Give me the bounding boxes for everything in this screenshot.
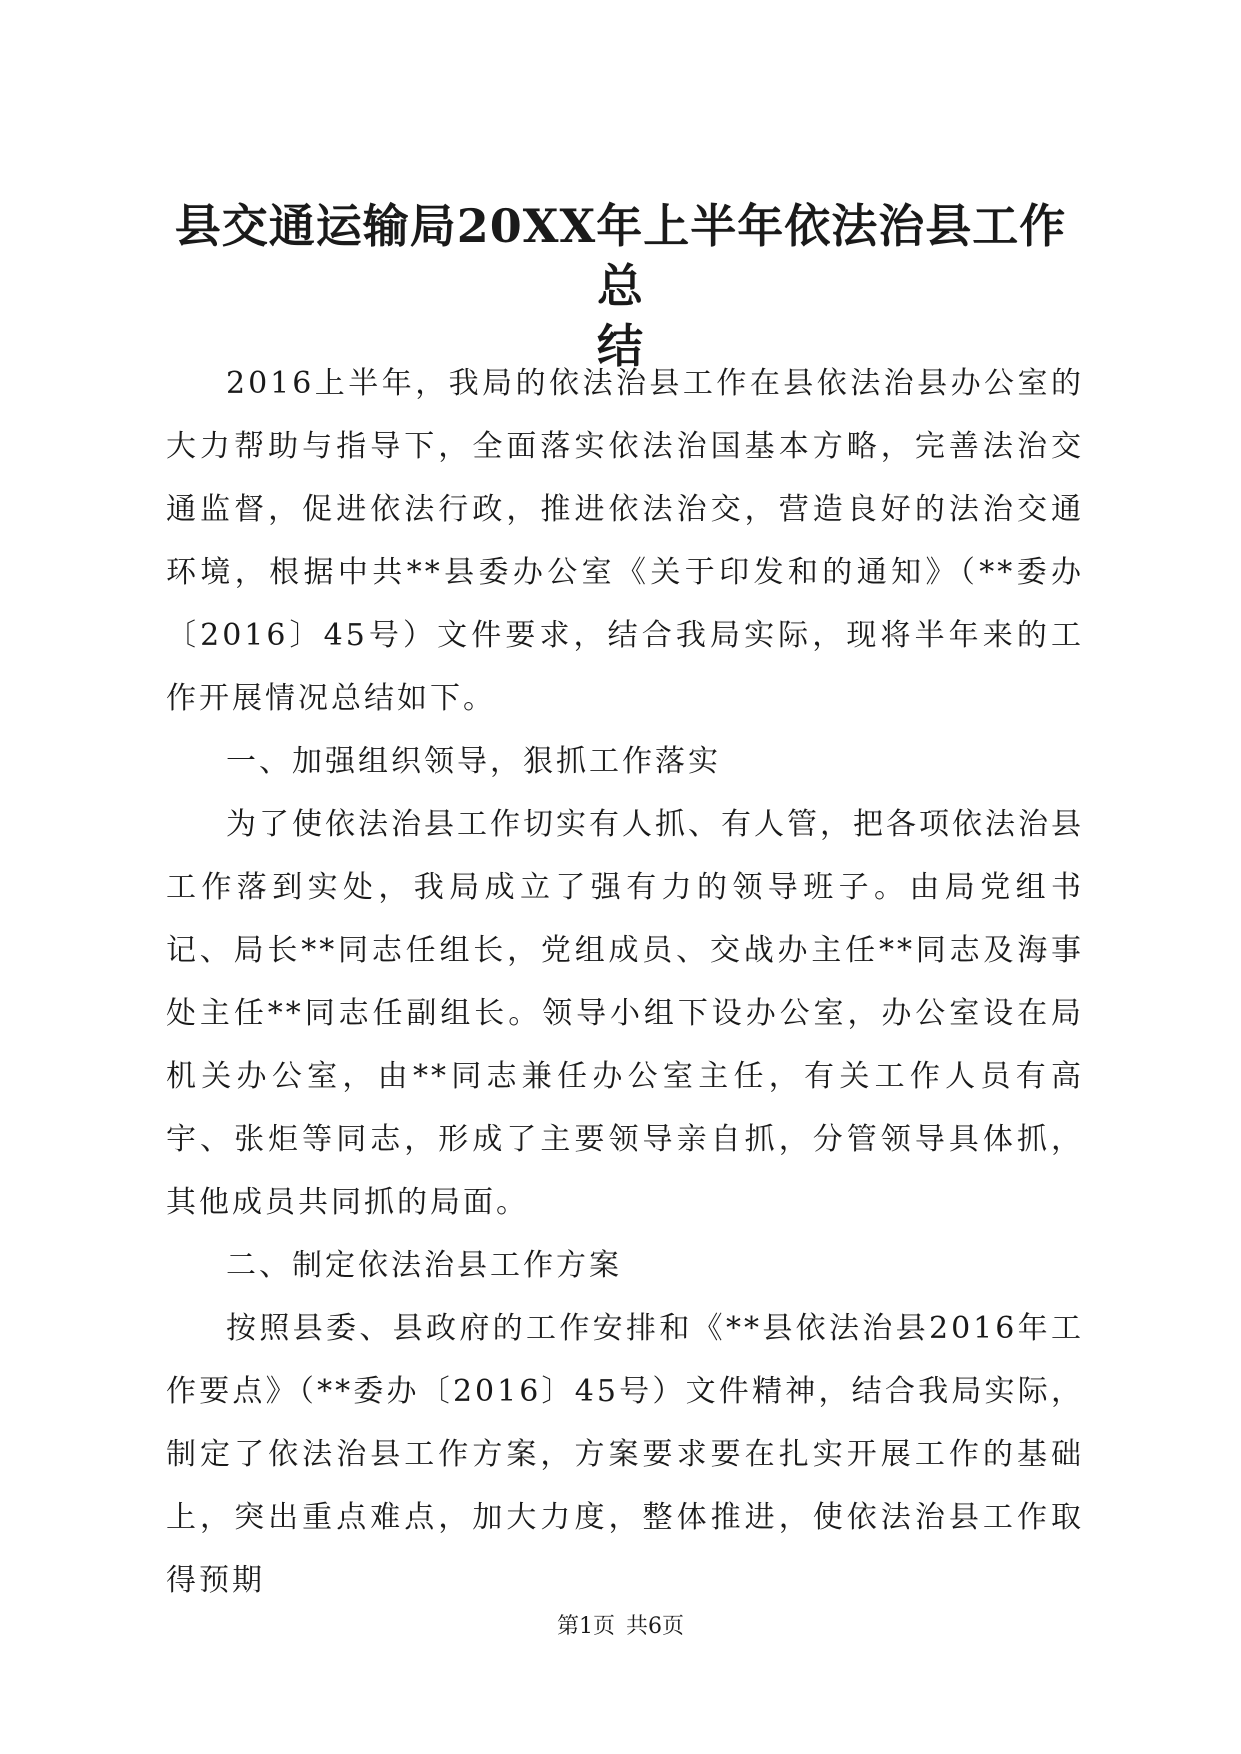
page-footer [0,1612,1241,1642]
section-heading-1: 一、加强组织领导，狠抓工作落实 [226,744,721,779]
page-number: 第1页 [557,1614,615,1639]
section-2-paragraph: 按照县委、县政府的工作安排和《**县依法治县2016年工作要点》（**委办〔2016〕45号）文件精神，结合我局实际，制定了依法治县工作方案，方案要求要在扎实开展工作的基础上，突出重点难点，加大力度，整体推进，使依法治县工作取得预期 [166,1311,1084,1598]
section-1-paragraph: 为了使依法治县工作切实有人抓、有人管，把各项依法治县工作落到实处，我局成立了强有力的领导班子。由局党组书记、局长**同志任组长，党组成员、交战办主任**同志及海事处主任**同志任副组长。领导小组下设办公室，办公室设在局机关办公室，由**同志兼任办公室主任，有关工作人员有高宇、张炬等同志，形成了主要领导亲自抓，分管领导具体抓，其他成员共同抓的局面。 [166,807,1084,1220]
title-line-1: 县交通运输局20XX年上半年依法治县工作总 [174,199,1067,313]
section-heading-2: 二、制定依法治县工作方案 [226,1248,622,1283]
intro-paragraph: 2016上半年，我局的依法治县工作在县依法治县办公室的大力帮助与指导下，全面落实依法治国基本方略，完善法治交通监督，促进依法行政，推进依法治交，营造良好的法治交通环境，根据中共**县委办公室《关于印发和的通知》（**委办〔2016〕45号）文件要求，结合我局实际，现将半年来的工作开展情况总结如下。 [166,366,1084,716]
page-total: 共6页 [626,1614,684,1639]
document-title [160,196,1081,376]
document-body [166,352,1084,1612]
title-line-2: 结 [597,319,644,373]
